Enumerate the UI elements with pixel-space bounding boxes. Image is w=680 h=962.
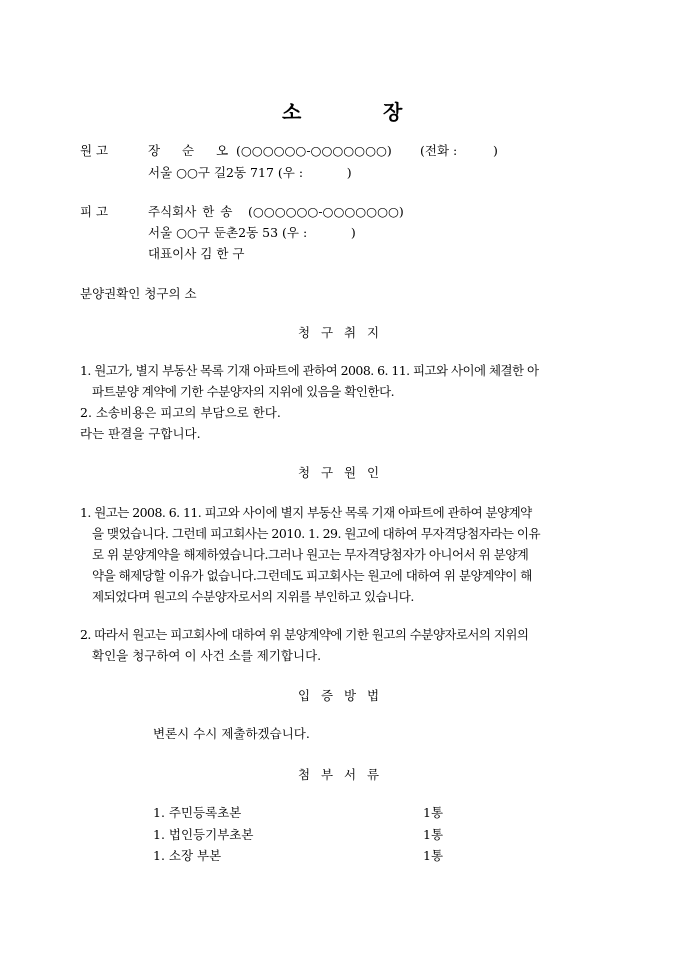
claim-purpose-heading — [298, 323, 379, 341]
attachment-item-count: 1통 — [423, 827, 444, 842]
heading-char: 청 — [298, 325, 311, 340]
heading-char: 서 — [344, 767, 357, 782]
attachment-item-name: 1. 법인등기부초본 — [153, 827, 254, 842]
attachment-item-name: 1. 소장 부본 — [153, 848, 222, 863]
heading-char: 부 — [321, 767, 334, 782]
claim-purpose-item2: 2. 소송비용은 피고의 부담으로 한다. — [80, 405, 281, 420]
heading-char: 지 — [367, 325, 380, 340]
attachments-heading — [298, 765, 379, 783]
evidence-heading — [298, 686, 379, 704]
heading-char: 취 — [344, 325, 357, 340]
claim-cause-p1-line3: 로 위 분양계약을 해제하였습니다.그러나 원고는 무자격당첨자가 아니어서 위 분양계 — [92, 547, 529, 562]
claim-cause-p1-line4: 약을 해제당할 이유가 없습니다.그런데도 피고회사는 원고에 대하여 위 분양계약이 해 — [92, 568, 532, 583]
defendant-name: 주식회사 한 송 — [148, 204, 233, 219]
case-name: 분양권확인 청구의 소 — [80, 286, 197, 301]
defendant-label: 피 고 — [80, 204, 109, 219]
heading-char: 첨 — [298, 767, 311, 782]
heading-char: 구 — [321, 465, 334, 480]
heading-char: 류 — [367, 767, 380, 782]
heading-char: 증 — [321, 688, 334, 703]
heading-char: 인 — [367, 465, 380, 480]
evidence-text: 변론시 수시 제출하겠습니다. — [153, 726, 310, 741]
claim-purpose-closing: 라는 판결을 구합니다. — [80, 426, 201, 441]
plaintiff-id: (○○○○○○-○○○○○○○) — [236, 143, 392, 158]
heading-char: 입 — [298, 688, 311, 703]
claim-cause-p2-line2: 확인을 청구하여 이 사건 소를 제기합니다. — [92, 648, 322, 663]
plaintiff-label: 원 고 — [80, 143, 109, 158]
claim-cause-p1-line2: 을 맺었습니다. 그런데 피고회사는 2010. 1. 29. 원고에 대하여 무자격당첨자라는 이유 — [92, 526, 541, 541]
claim-cause-p1-line5: 제되었다며 원고의 수분양자로서의 지위를 부인하고 있습니다. — [92, 589, 414, 604]
defendant-representative: 대표이사 김 한 구 — [148, 246, 245, 261]
claim-purpose-item1-line1: 1. 원고가, 별지 부동산 목록 기재 아파트에 관하여 2008. 6. 11. 피고와 사이에 체결한 아 — [80, 363, 539, 378]
heading-char: 원 — [344, 465, 357, 480]
claim-cause-p1-line1: 1. 원고는 2008. 6. 11. 피고와 사이에 별지 부동산 목록 기재 아파트에 관하여 분양계약 — [80, 505, 532, 520]
plaintiff-address: 서울 ○○구 길2동 717 (우 : ) — [148, 165, 352, 180]
attachment-item-count: 1통 — [423, 805, 444, 820]
defendant-address: 서울 ○○구 둔촌2동 53 (우 : ) — [148, 225, 356, 240]
heading-char: 청 — [298, 465, 311, 480]
plaintiff-phone: (전화 : ) — [420, 143, 498, 158]
claim-cause-heading — [298, 463, 379, 481]
heading-char: 법 — [367, 688, 380, 703]
title-char-1: 소 — [282, 100, 302, 124]
heading-char: 방 — [344, 688, 357, 703]
claim-purpose-item1-line2: 파트분양 계약에 기한 수분양자의 지위에 있음을 확인한다. — [92, 384, 395, 399]
plaintiff-name: 장 순 오 — [148, 143, 229, 158]
attachment-item-name: 1. 주민등록초본 — [153, 805, 242, 820]
claim-cause-p2-line1: 2. 따라서 원고는 피고회사에 대하여 위 분양계약에 기한 원고의 수분양자로서의 지위의 — [80, 627, 529, 642]
defendant-id: (○○○○○○-○○○○○○○) — [248, 204, 404, 219]
attachment-item-count: 1통 — [423, 848, 444, 863]
heading-char: 구 — [321, 325, 334, 340]
title-char-2: 장 — [383, 100, 403, 124]
